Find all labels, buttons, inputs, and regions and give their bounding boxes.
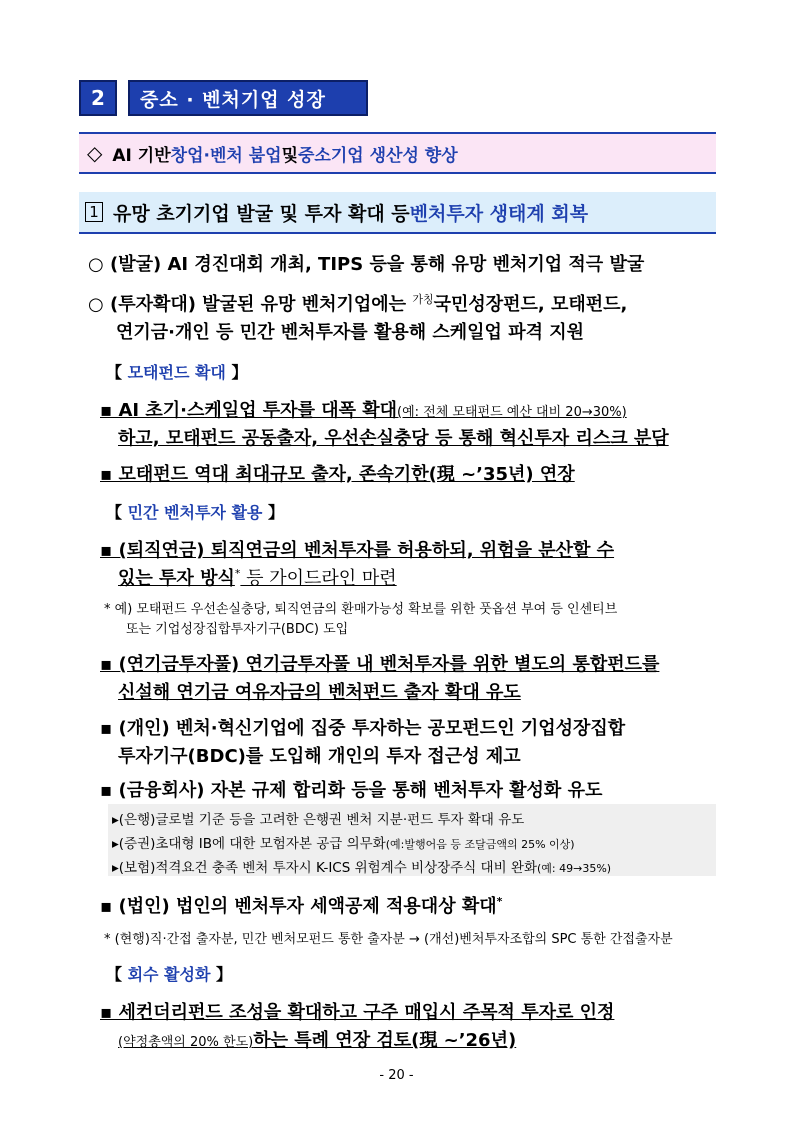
bullet-invest-text-b: 국민성장펀드, 모태펀드, [433, 294, 628, 315]
recovery-line2 [118, 1026, 516, 1052]
bullet-invest-line2: 연기금·개인 등 민간 벤처투자를 활용해 스케일업 파격 지원 [116, 322, 585, 343]
finance-securities-example: (예:발행어음 등 조달금액의 25% 이상) [385, 838, 575, 851]
subheading-highlight: 벤처투자 생태계 회복 [409, 202, 589, 225]
section-title: 중소 · 벤처기업 성장 [128, 80, 368, 116]
banner-highlight-1: 창업·벤처 붐업 [170, 145, 282, 166]
finance-bank: ▸(은행)글로벌 기준 등을 고려한 은행권 벤처 지분·펀드 투자 확대 유도 [112, 812, 525, 828]
individual-line2: 투자기구(BDC)를 도입해 개인의 투자 접근성 제고 [118, 746, 521, 767]
pool-line2: 신설해 연기금 여유자금의 벤처펀드 출자 확대 유도 [118, 682, 521, 703]
heading-private-label: 민간 벤처투자 활용 [127, 503, 263, 522]
pool-line1: ▪ (연기금투자풀) 연기금투자풀 내 벤처투자를 위한 별도의 통합펀드를 [100, 654, 660, 675]
pension-text-b: 등 가이드라인 마련 [240, 568, 397, 589]
page-number: - 20 - [379, 1068, 414, 1083]
subheading-pre: 유망 초기기업 발굴 및 투자 확대 등 [113, 202, 410, 225]
bullet-invest-line1 [88, 290, 627, 316]
finance-insurance [112, 856, 611, 876]
note-1-line2: 또는 기업성장집합투자기구(BDC) 도입 [126, 622, 349, 637]
mother-fund-line1 [100, 396, 627, 422]
mother-fund-line3: ▪ 모태펀드 역대 최대규모 출자, 존속기한(現 ~’35년) 연장 [100, 464, 575, 485]
bullet-invest-sup: 가칭 [412, 293, 434, 306]
recovery-limit: (약정총액의 20% 한도) [118, 1035, 254, 1050]
finance-securities-text: ▸(증권)초대형 IB에 대한 모험자본 공급 의무화 [112, 836, 386, 852]
mother-fund-text-1: ▪ AI 초기·스케일업 투자를 대폭 확대 [100, 400, 398, 421]
heading-recovery: 【 회수 활성화 】 [106, 965, 233, 984]
recovery-text: 하는 특례 연장 검토(現 ~’26년) [253, 1030, 517, 1051]
pension-sup: * [234, 567, 241, 580]
heading-mother-fund: 【 모태펀드 확대 】 [106, 363, 248, 382]
mother-fund-line2: 하고, 모태펀드 공동출자, 우선손실충당 등 통해 혁신투자 리스크 분담 [118, 428, 669, 449]
heading-mother-fund-label: 모태펀드 확대 [127, 363, 226, 382]
individual-line1: ▪ (개인) 벤처·혁신기업에 집중 투자하는 공모펀드인 기업성장집합 [100, 718, 626, 739]
heading-private: 【 민간 벤처투자 활용 】 [106, 503, 284, 522]
finance-line: ▪ (금융회사) 자본 규제 합리화 등을 통해 벤처투자 활성화 유도 [100, 780, 603, 801]
corporate-line [100, 892, 502, 918]
diamond-icon: ◇ [87, 141, 103, 165]
pension-line1: ▪ (퇴직연금) 퇴직연금의 벤처투자를 허용하되, 위험을 분산할 수 [100, 540, 615, 561]
bullet-invest-text-a: ○ (투자확대) 발굴된 유망 벤처기업에는 [88, 294, 413, 315]
finance-insurance-example: (예: 49→35%) [537, 862, 612, 875]
note-2: * (현행)직·간접 출자분, 민간 벤처모펀드 통한 출자분 → (개선)벤처투자조합의 SPC 통한 간접출자분 [104, 932, 673, 947]
goal-banner [79, 132, 716, 174]
bullet-discovery: ○ (발굴) AI 경진대회 개최, TIPS 등을 통해 유망 벤처기업 적극 발굴 [88, 254, 645, 275]
mother-fund-example: (예: 전체 모태펀드 예산 대비 20→30%) [397, 405, 627, 420]
subheading-number: 1 [85, 202, 103, 222]
subheading [79, 192, 716, 234]
recovery-line1: ▪ 세컨더리펀드 조성을 확대하고 구주 매입시 주목적 투자로 인정 [100, 1002, 615, 1023]
pension-text: 있는 투자 방식 [118, 568, 235, 589]
banner-highlight-2: 중소기업 생산성 향상 [298, 145, 458, 166]
banner-pre: AI 기반 [112, 145, 171, 166]
heading-recovery-label: 회수 활성화 [127, 965, 211, 984]
finance-securities [112, 832, 575, 852]
banner-mid: 및 [281, 145, 298, 166]
finance-insurance-text: ▸(보험)적격요건 충족 벤처 투자시 K-ICS 위험계수 비상장주식 대비 완화 [112, 860, 537, 876]
note-1-line1: * 예) 모태펀드 우선손실충당, 퇴직연금의 환매가능성 확보를 위한 풋옵션 부여 등 인센티브 [104, 602, 618, 617]
pension-line2 [118, 564, 397, 590]
corporate-sup: * [496, 895, 503, 908]
section-number: 2 [79, 80, 117, 116]
corporate-text: ▪ (법인) 법인의 벤처투자 세액공제 적용대상 확대 [100, 896, 497, 917]
